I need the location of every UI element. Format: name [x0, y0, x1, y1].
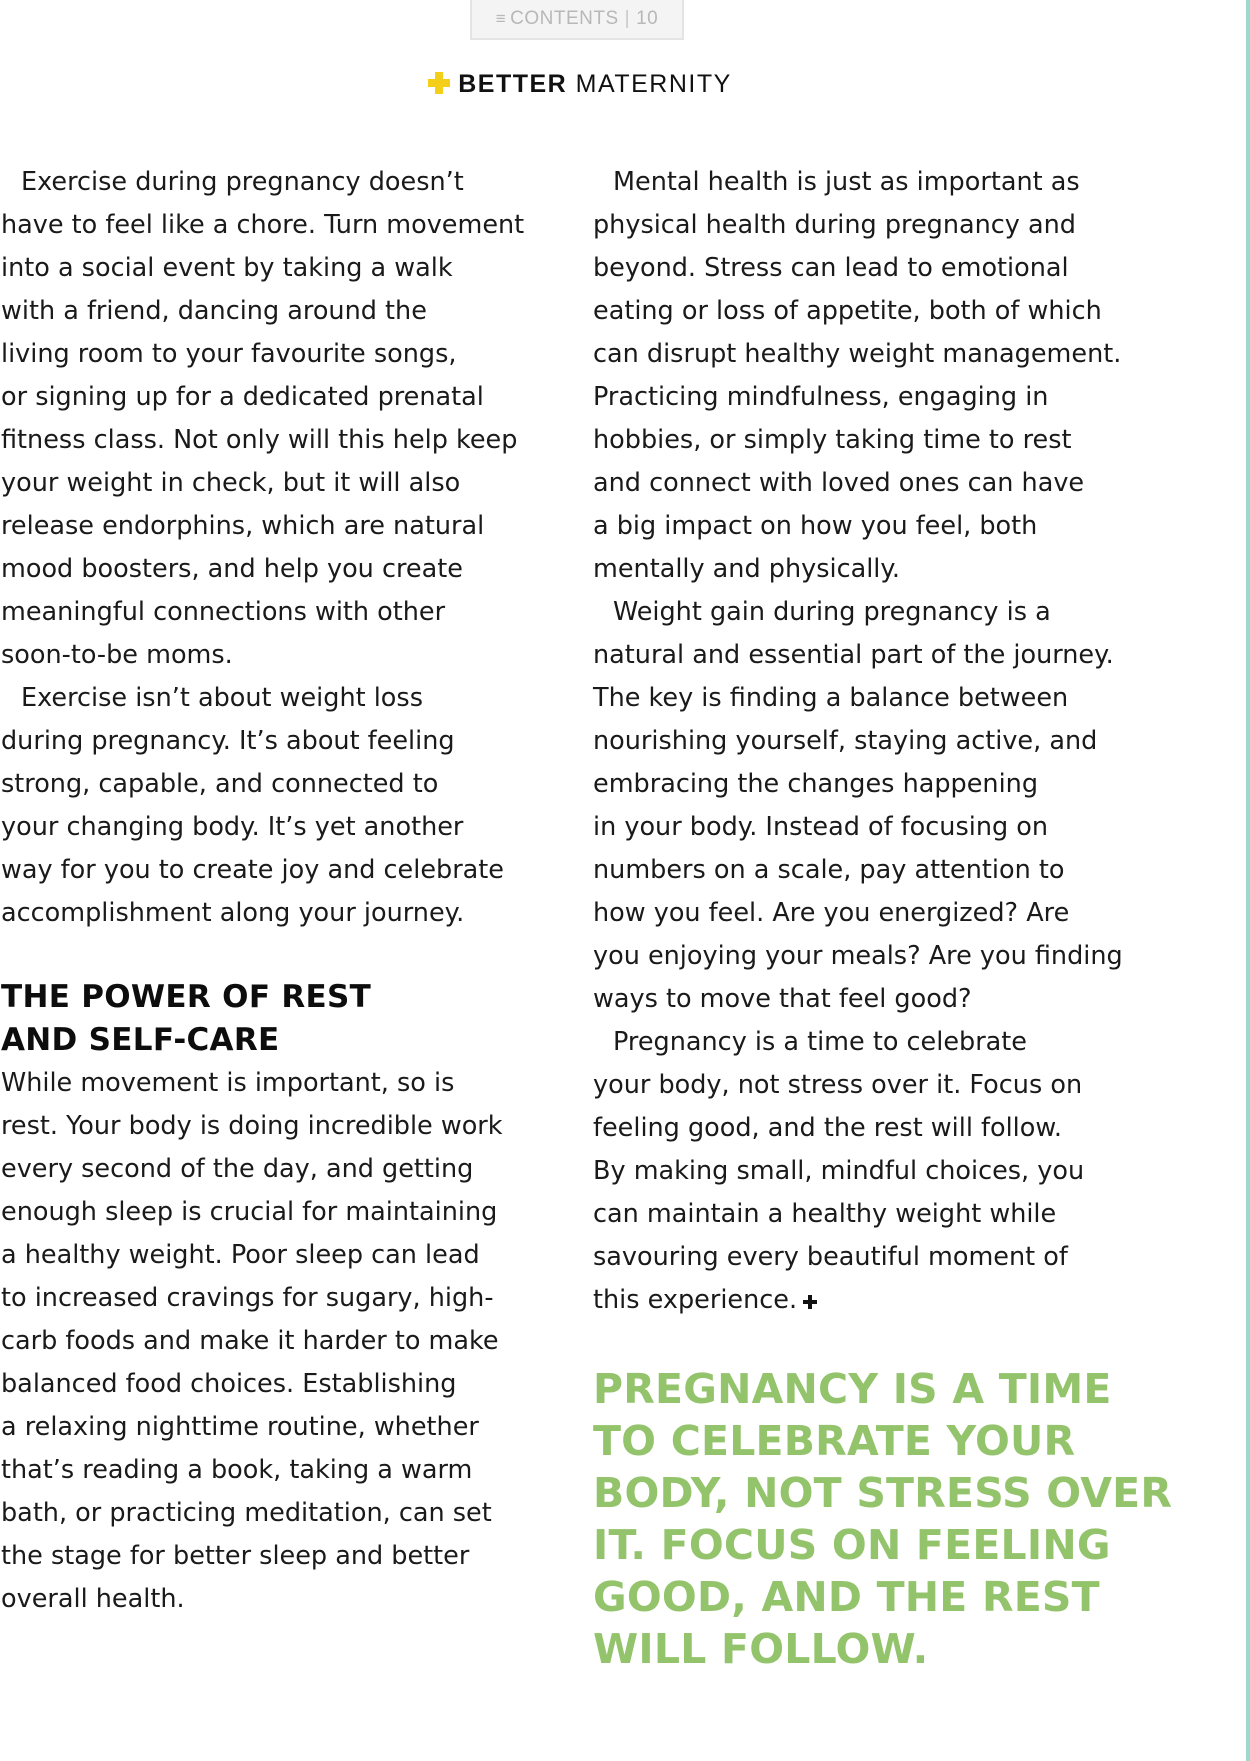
contents-tab[interactable] [470, 0, 684, 40]
text-line: mood boosters, and help you create [1, 554, 463, 584]
text-line: Weight gain during pregnancy is a [613, 597, 1051, 627]
text-line: Exercise during pregnancy doesn’t [21, 167, 464, 197]
text-line: nourishing yourself, staying active, and [593, 726, 1098, 756]
text-line: during pregnancy. It’s about feeling [1, 726, 455, 756]
text-line-last [593, 1279, 1173, 1322]
text-line: The key is finding a balance between [593, 683, 1069, 713]
paragraph-celebrate [593, 1021, 1173, 1322]
text-line: have to feel like a chore. Turn movement [1, 210, 525, 240]
text-line: can maintain a healthy weight while [593, 1199, 1057, 1229]
text-line: that’s reading a book, taking a warm [1, 1455, 473, 1485]
pull-quote-line: IT. FOCUS ON FEELING [593, 1521, 1111, 1569]
magazine-brand [0, 70, 1160, 99]
text-line: living room to your favourite songs, [1, 339, 457, 369]
text-line: or signing up for a dedicated prenatal [1, 382, 484, 412]
text-line: meaningful connections with other [1, 597, 446, 627]
tab-separator: | [624, 8, 631, 29]
text-line: hobbies, or simply taking time to rest [593, 425, 1072, 455]
text-line: release endorphins, which are natural [1, 511, 485, 541]
text-line: Mental health is just as important as [613, 167, 1080, 197]
text-line: a relaxing nighttime routine, whether [1, 1412, 479, 1442]
text-line: to increased cravings for sugary, high- [1, 1283, 494, 1313]
paragraph-mental-health [593, 161, 1173, 591]
pull-quote-line: BODY, NOT STRESS OVER [593, 1469, 1173, 1517]
text-line: overall health. [1, 1584, 185, 1614]
text-line: feeling good, and the rest will follow. [593, 1113, 1062, 1143]
text-line: enough sleep is crucial for maintaining [1, 1197, 498, 1227]
heading-line: AND SELF-CARE [1, 1022, 280, 1058]
text-line: your body, not stress over it. Focus on [593, 1070, 1083, 1100]
text-line: your weight in check, but it will also [1, 468, 461, 498]
end-of-article-icon [803, 1295, 817, 1309]
text-line: in your body. Instead of focusing on [593, 812, 1049, 842]
text-line-text: this experience. [593, 1285, 798, 1315]
text-line: beyond. Stress can lead to emotional [593, 253, 1069, 283]
text-line: embracing the changes happening [593, 769, 1039, 799]
plus-icon [428, 72, 450, 94]
paragraph-exercise-2 [1, 677, 561, 935]
text-line: soon-to-be moms. [1, 640, 233, 670]
text-line: rest. Your body is doing incredible work [1, 1111, 503, 1141]
pull-quote-line: GOOD, AND THE REST [593, 1573, 1100, 1621]
text-line: savouring every beautiful moment of [593, 1242, 1068, 1272]
page-number: 10 [636, 8, 659, 29]
text-line: every second of the day, and getting [1, 1154, 474, 1184]
page-edge-stripe [1246, 0, 1250, 1761]
paragraph-rest [1, 1062, 561, 1621]
text-line: bath, or practicing meditation, can set [1, 1498, 492, 1528]
pull-quote-line: TO CELEBRATE YOUR [593, 1417, 1076, 1465]
text-line: into a social event by taking a walk [1, 253, 453, 283]
text-line: natural and essential part of the journey. [593, 640, 1114, 670]
text-line: fitness class. Not only will this help keep [1, 425, 518, 455]
text-line: a healthy weight. Poor sleep can lead [1, 1240, 480, 1270]
text-line: accomplishment along your journey. [1, 898, 465, 928]
text-line: a big impact on how you feel, both [593, 511, 1038, 541]
text-line: Exercise isn’t about weight loss [21, 683, 423, 713]
section-heading [1, 976, 561, 1062]
brand-bold: BETTER [458, 70, 568, 98]
text-line: eating or loss of appetite, both of which [593, 296, 1102, 326]
text-line: physical health during pregnancy and [593, 210, 1076, 240]
text-line: how you feel. Are you energized? Are [593, 898, 1070, 928]
text-line: balanced food choices. Establishing [1, 1369, 457, 1399]
text-line: way for you to create joy and celebrate [1, 855, 504, 885]
text-line: with a friend, dancing around the [1, 296, 427, 326]
text-line: numbers on a scale, pay attention to [593, 855, 1065, 885]
text-line: mentally and physically. [593, 554, 900, 584]
menu-icon: ≡ [495, 9, 507, 28]
text-line: ways to move that feel good? [593, 984, 972, 1014]
right-column [593, 161, 1173, 1322]
text-line: While movement is important, so is [1, 1068, 455, 1098]
heading-line: THE POWER OF REST [1, 979, 372, 1015]
text-line: can disrupt healthy weight management. [593, 339, 1122, 369]
pull-quote-line: PREGNANCY IS A TIME [593, 1365, 1112, 1413]
left-column [1, 161, 561, 1621]
contents-label: CONTENTS [510, 8, 619, 29]
paragraph-exercise [1, 161, 561, 677]
text-line: you enjoying your meals? Are you finding [593, 941, 1123, 971]
brand-rest: MATERNITY [575, 70, 732, 98]
text-line: strong, capable, and connected to [1, 769, 439, 799]
pull-quote-line: WILL FOLLOW. [593, 1625, 929, 1673]
text-line: your changing body. It’s yet another [1, 812, 464, 842]
text-line: carb foods and make it harder to make [1, 1326, 499, 1356]
paragraph-weight-gain [593, 591, 1173, 1021]
text-line: Pregnancy is a time to celebrate [613, 1027, 1027, 1057]
text-line: the stage for better sleep and better [1, 1541, 470, 1571]
text-line: By making small, mindful choices, you [593, 1156, 1085, 1186]
text-line: Practicing mindfulness, engaging in [593, 382, 1049, 412]
section-gap [1, 935, 561, 976]
pull-quote [593, 1363, 1193, 1675]
text-line: and connect with loved ones can have [593, 468, 1085, 498]
